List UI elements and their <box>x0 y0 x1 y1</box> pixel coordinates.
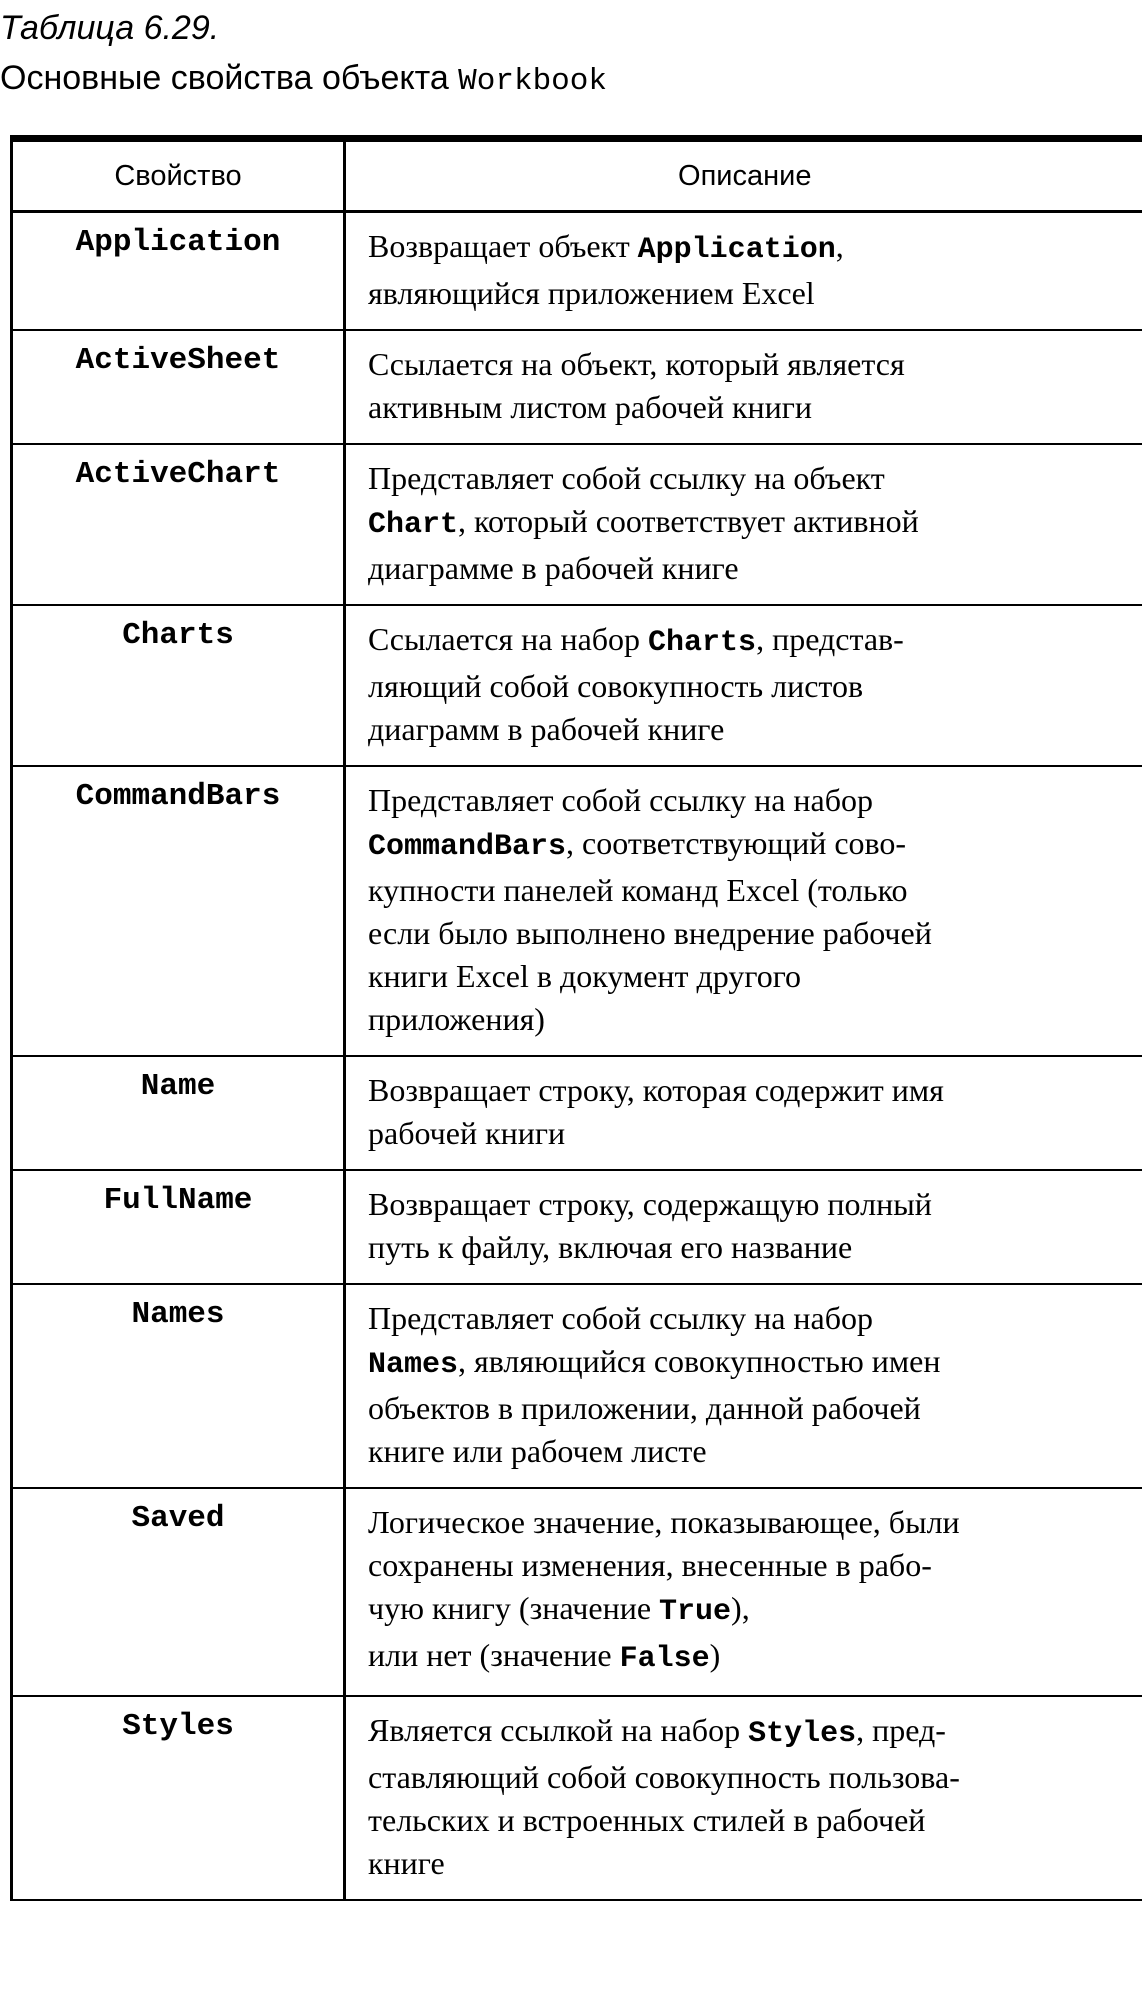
property-description-cell <box>345 444 1142 605</box>
description-text: книги Excel в документ другого <box>368 958 802 994</box>
description-text: путь к файлу, включая его название <box>368 1229 853 1265</box>
table-row <box>12 330 1142 444</box>
table-title-object: Workbook <box>458 64 607 99</box>
table-number: Таблица 6.29. <box>0 9 220 47</box>
property-description-cell <box>345 1284 1142 1488</box>
description-text: ставляющий собой совокупность пользова- <box>368 1759 960 1795</box>
table-title-text: Основные свойства объекта <box>0 59 459 97</box>
description-text: , <box>835 228 844 264</box>
property-name-cell: ActiveChart <box>12 444 345 605</box>
description-text: , представ- <box>756 621 904 657</box>
workbook-properties-table <box>10 135 1142 1901</box>
property-description-cell <box>345 1696 1142 1900</box>
code-term: Charts <box>648 626 757 660</box>
description-text: рабочей книги <box>368 1115 566 1151</box>
description-text: активным листом рабочей книги <box>368 389 813 425</box>
code-term: False <box>619 1642 710 1676</box>
description-text: Ссылается на набор <box>368 621 649 657</box>
description-text: , соответствующий сово- <box>566 825 907 861</box>
code-term: Chart <box>368 508 459 542</box>
table-row <box>12 1056 1142 1170</box>
table-row <box>12 444 1142 605</box>
description-text: диаграмм в рабочей книге <box>368 711 725 747</box>
property-description-cell <box>345 1488 1142 1696</box>
description-text: Возвращает строку, содержащую полный <box>368 1186 932 1222</box>
description-text: являющийся приложением Excel <box>368 275 815 311</box>
header-row <box>12 139 1142 212</box>
description-text: Возвращает объект <box>368 228 638 264</box>
property-name-cell: ActiveSheet <box>12 330 345 444</box>
description-text: Является ссылкой на набор <box>368 1712 749 1748</box>
description-text: Возвращает строку, которая содержит имя <box>368 1072 944 1108</box>
property-description-cell <box>345 1056 1142 1170</box>
property-description-cell <box>345 766 1142 1056</box>
description-text: Представляет собой ссылку на набор <box>368 1300 874 1336</box>
property-name-cell: FullName <box>12 1170 345 1284</box>
description-text: тельских и встроенных стилей в рабочей <box>368 1802 926 1838</box>
description-text: Логическое значение, показывающее, были <box>368 1504 960 1540</box>
table-body <box>12 212 1142 1901</box>
property-name-cell: Styles <box>12 1696 345 1900</box>
description-text: чую книгу (значение <box>368 1590 660 1626</box>
description-text: , который соответствует активной <box>458 503 919 539</box>
description-text: ляющий собой совокупность листов <box>368 668 864 704</box>
description-text: диаграмме в рабочей книге <box>368 550 739 586</box>
property-description-cell <box>345 1170 1142 1284</box>
description-text: , пред- <box>856 1712 946 1748</box>
description-text: приложения) <box>368 1001 545 1037</box>
description-text: ), <box>731 1590 750 1626</box>
table-row <box>12 212 1142 331</box>
code-term: Names <box>368 1348 459 1382</box>
table-title <box>0 56 607 104</box>
table-row <box>12 1696 1142 1900</box>
property-name-cell: Saved <box>12 1488 345 1696</box>
code-term: True <box>659 1595 732 1629</box>
description-text: Ссылается на объект, который является <box>368 346 905 382</box>
description-text: сохранены изменения, внесенные в рабо- <box>368 1547 932 1583</box>
description-text: объектов в приложении, данной рабочей <box>368 1390 921 1426</box>
code-term: Application <box>637 233 836 267</box>
description-text: Представляет собой ссылку на объект <box>368 460 885 496</box>
property-description-cell <box>345 212 1142 331</box>
property-name-cell: Name <box>12 1056 345 1170</box>
column-header-property: Свойство <box>12 139 345 212</box>
table-row <box>12 1170 1142 1284</box>
description-text: Представляет собой ссылку на набор <box>368 782 874 818</box>
property-name-cell: Charts <box>12 605 345 766</box>
description-text: если было выполнено внедрение рабочей <box>368 915 932 951</box>
description-text: или нет (значение <box>368 1637 620 1673</box>
table-row <box>12 766 1142 1056</box>
property-name-cell: CommandBars <box>12 766 345 1056</box>
description-text: книге <box>368 1845 445 1881</box>
property-description-cell <box>345 605 1142 766</box>
description-text: ) <box>709 1637 721 1673</box>
property-name-cell: Names <box>12 1284 345 1488</box>
table-row <box>12 1284 1142 1488</box>
table-row <box>12 1488 1142 1696</box>
column-header-description: Описание <box>345 139 1142 212</box>
property-name-cell: Application <box>12 212 345 331</box>
description-text: книге или рабочем листе <box>368 1433 707 1469</box>
code-term: CommandBars <box>368 830 567 864</box>
property-description-cell <box>345 330 1142 444</box>
description-text: , являющийся совокупностью имен <box>458 1343 941 1379</box>
code-term: Styles <box>748 1717 857 1751</box>
table-row <box>12 605 1142 766</box>
description-text: купности панелей команд Excel (только <box>368 872 908 908</box>
